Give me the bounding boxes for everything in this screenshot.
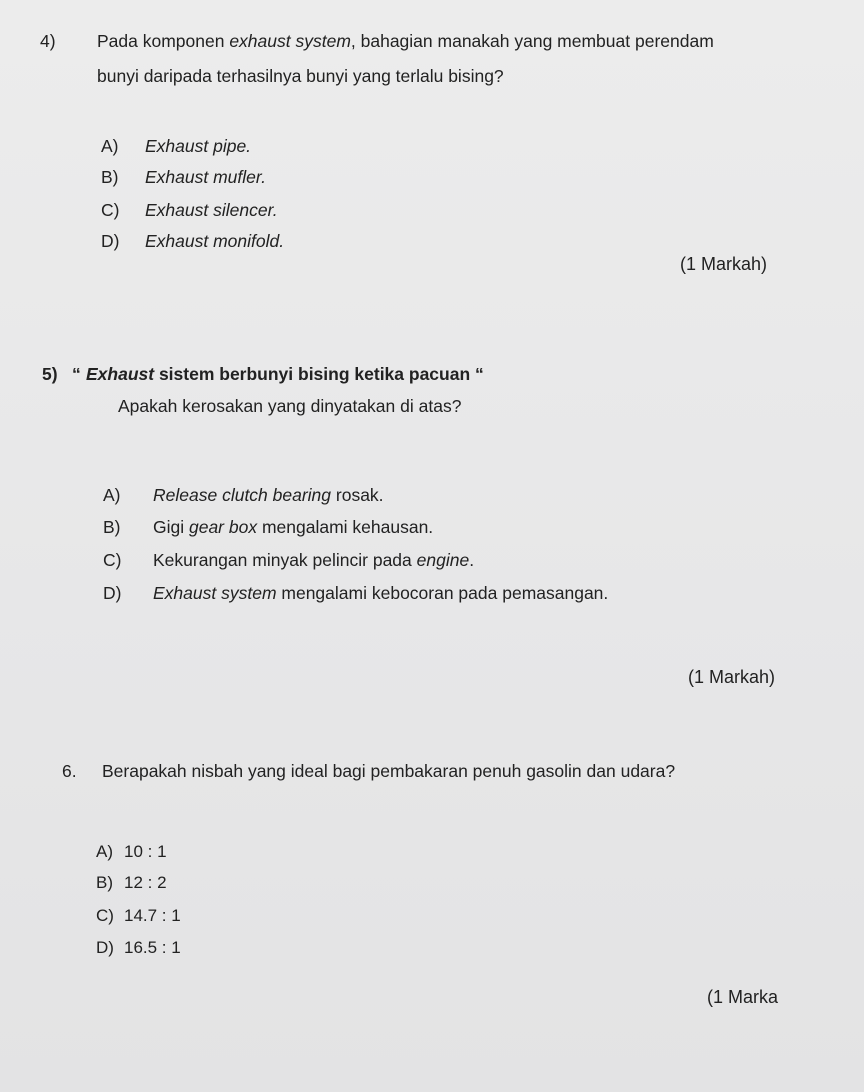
option-letter: B) — [103, 517, 121, 537]
q6-option-d — [96, 938, 181, 958]
option-pre: Kekurangan minyak pelincir pada — [153, 550, 417, 570]
option-text: Exhaust mufler. — [145, 167, 266, 187]
option-rest: mengalami kebocoran pada pemasangan. — [276, 583, 609, 603]
option-rest: mengalami kehausan. — [257, 517, 434, 537]
q4-line1-b: , bahagian manakah yang membuat perendam — [350, 31, 714, 51]
q4-question-line2: bunyi daripada terhasilnya bunyi yang terlalu bising? — [97, 66, 504, 86]
option-em: gear box — [188, 517, 258, 537]
option-letter: D) — [103, 583, 122, 603]
option-text: Exhaust silencer. — [145, 200, 278, 220]
option-letter: D) — [101, 231, 120, 251]
option-rest: . — [469, 550, 475, 570]
q6-marks: (1 Marka — [707, 987, 779, 1007]
option-letter: D) — [96, 938, 114, 957]
q4-number: 4) — [40, 31, 56, 51]
q5-title — [42, 364, 484, 385]
option-text: Exhaust pipe. — [145, 136, 252, 156]
q4-line1-em: exhaust system — [229, 31, 351, 51]
q6-number: 6. — [62, 761, 77, 781]
q6-option-a — [96, 842, 167, 862]
q5-subtitle: Apakah kerosakan yang dinyatakan di atas? — [118, 396, 462, 416]
option-letter: B) — [101, 167, 119, 187]
q5-title-em: Exhaust — [86, 364, 155, 384]
option-letter: C) — [96, 906, 114, 925]
option-letter: C) — [103, 550, 122, 570]
option-text: 16.5 : 1 — [124, 938, 181, 957]
option-pre: Gigi — [153, 517, 189, 537]
q5-option-d — [103, 583, 608, 604]
option-letter: B) — [96, 873, 113, 892]
option-em: Exhaust system — [153, 583, 277, 603]
q5-option-a — [103, 485, 384, 506]
q5-title-rest: sistem berbunyi bising ketika pacuan “ — [154, 364, 484, 384]
q4-question-line1 — [97, 31, 714, 52]
option-letter: A) — [96, 842, 113, 861]
q6-option-c — [96, 906, 181, 926]
q4-option-c — [101, 200, 278, 221]
option-text: 10 : 1 — [124, 842, 167, 861]
option-text: 12 : 2 — [124, 873, 167, 892]
q4-line1-a: Pada komponen — [97, 31, 230, 51]
q5-open-quote: “ — [72, 364, 81, 384]
option-letter: A) — [101, 136, 119, 156]
q6-question — [62, 761, 675, 782]
option-text: 14.7 : 1 — [124, 906, 181, 925]
q5-marks: (1 Markah) — [688, 667, 776, 687]
q4-option-a — [101, 136, 251, 157]
q5-option-c — [103, 550, 474, 571]
option-letter: C) — [101, 200, 120, 220]
q4-option-b — [101, 167, 266, 188]
option-em: Release clutch bearing — [153, 485, 332, 505]
q4-option-d — [101, 231, 284, 252]
q6-option-b — [96, 873, 167, 893]
option-em: engine — [416, 550, 470, 570]
q5-option-b — [103, 517, 433, 538]
q5-number: 5) — [42, 364, 58, 384]
option-text: Exhaust monifold. — [145, 231, 285, 251]
option-letter: A) — [103, 485, 121, 505]
option-rest: rosak. — [331, 485, 384, 505]
q4-marks: (1 Markah) — [680, 254, 768, 274]
q6-text: Berapakah nisbah yang ideal bagi pembakaran penuh gasolin dan udara? — [102, 761, 676, 781]
